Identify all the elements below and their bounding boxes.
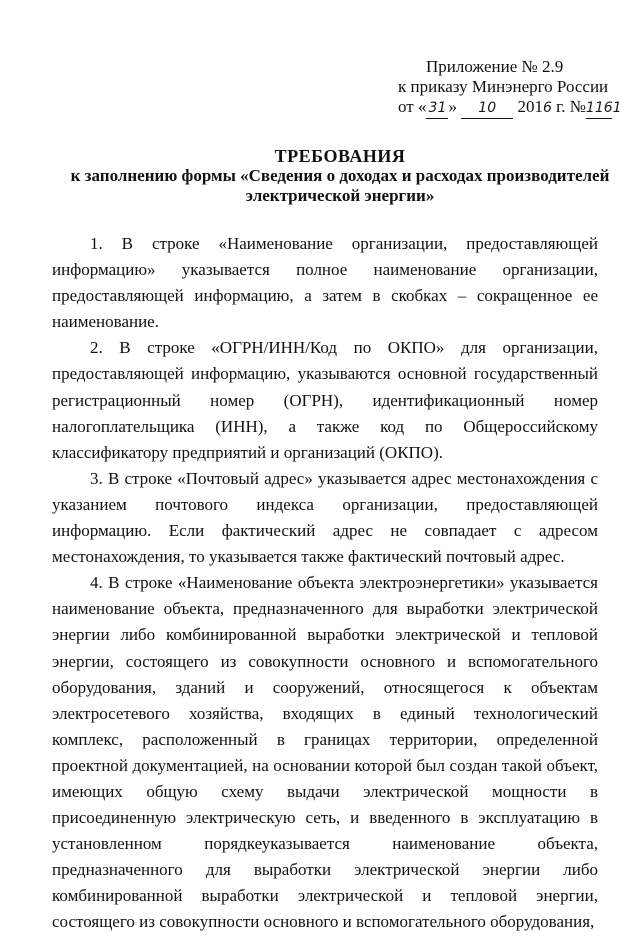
year-suffix: г. № <box>551 97 586 116</box>
paragraph-2: 2. В строке «ОГРН/ИНН/Код по ОКПО» для организации, предоставляющей информацию, указываются основной государственный регистрационный номер (ОГРН), идентификационный номер налогоплательщика (ИНН), а также код по Общероссийскому классификатору предприятий и организаций (ОКПО). <box>52 338 598 462</box>
handwritten-day: 31 <box>426 98 448 119</box>
title-subtitle-line-2: электрической энергии» <box>245 186 435 205</box>
title-subtitle-line-1: к заполнению формы «Сведения о доходах и расходах производителей <box>70 166 610 185</box>
document-title <box>60 146 620 206</box>
document-body <box>52 231 598 936</box>
handwritten-month: 10 <box>461 98 513 119</box>
paragraph-4: 4. В строке «Наименование объекта электроэнергетики» указывается наименование объекта, предназначенного для выработки электрической энергии либо комбинированной выработки электрической и тепловой энергии, состоящего из совокупности основного и вспомогательного оборудования, зданий и сооружений, относящегося к объектам электросетевого хозяйства, входящих в единый технологический комплекс, расположенный в границах территории, определенной проектной документацией, на основании которой был создан такой объект, имеющих общую схему выдачи электрической мощности в присоединенную электрическую сеть, и введенного в эксплуатацию в установленном порядкеуказывается наименование объекта, предназначенного для выработки электрической энергии либо комбинированной выработки электрической и тепловой энергии, состоящего из совокупности основного и вспомогательного оборудования, <box>52 573 598 932</box>
handwritten-order-number: 1161 <box>586 98 612 119</box>
annex-date-line <box>398 97 628 119</box>
handwritten-year-digit: 6 <box>542 100 552 116</box>
paragraph-3: 3. В строке «Почтовый адрес» указывается адрес местонахождения с указанием почтового индекса организации, предоставляющей информацию. Если фактический адрес не совпадает с адресом местонахождения, то указывается также фактический почтовый адрес. <box>52 468 598 567</box>
date-mid: » <box>448 97 457 116</box>
year-prefix: 201 <box>517 97 543 116</box>
date-prefix: от « <box>398 97 427 116</box>
paragraph-1: 1. В строке «Наименование организации, предоставляющей информацию» указывается полное наименование организации, предоставляющей информацию, а затем в скобках – сокращенное ее наименование. <box>52 234 598 332</box>
annex-title: Приложение № 2.9 <box>426 57 564 76</box>
annex-order-ref: к приказу Минэнерго России <box>398 77 609 96</box>
annex-block <box>398 57 628 119</box>
title-heading: ТРЕБОВАНИЯ <box>274 146 406 166</box>
